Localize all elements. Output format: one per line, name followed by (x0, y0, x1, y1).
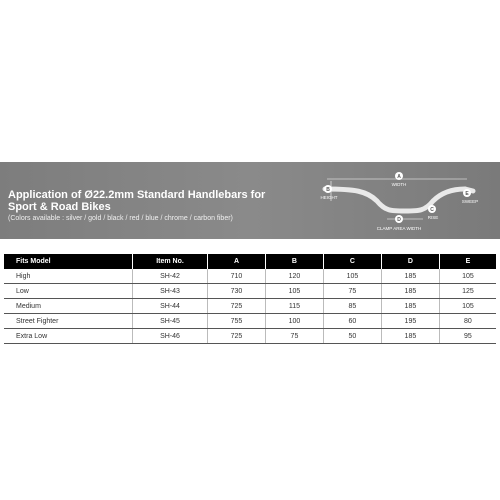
handlebar-diagram (315, 167, 495, 237)
marker-a-letter: A (397, 174, 401, 180)
table-row (4, 299, 496, 314)
clamp-label: CLAMP AREA WIDTH (376, 226, 422, 231)
cell-fits-model: Extra Low (4, 329, 133, 344)
cell-a: 710 (208, 269, 266, 284)
cell-e: 95 (439, 329, 496, 344)
cell-a: 725 (208, 329, 266, 344)
cell-b: 100 (265, 314, 323, 329)
cell-fits-model: Street Fighter (4, 314, 133, 329)
cell-b: 75 (265, 329, 323, 344)
cell-b: 120 (265, 269, 323, 284)
header-d: D (381, 254, 439, 269)
banner-title-line2: Sport & Road Bikes (8, 201, 111, 213)
table-row (4, 284, 496, 299)
cell-b: 105 (265, 284, 323, 299)
cell-a: 730 (208, 284, 266, 299)
cell-c: 75 (323, 284, 381, 299)
cell-d: 185 (381, 269, 439, 284)
spec-table (4, 254, 496, 344)
table-header-row (4, 254, 496, 269)
header-a: A (208, 254, 266, 269)
banner-title-line1: Application of Ø22.2mm Standard Handlebars for (8, 189, 266, 201)
height-label: HEIGHT (320, 195, 338, 200)
header-e: E (439, 254, 496, 269)
cell-item-no: SH-43 (133, 284, 208, 299)
cell-a: 725 (208, 299, 266, 314)
marker-b-letter: B (326, 187, 330, 193)
cell-d: 185 (381, 284, 439, 299)
cell-d: 185 (381, 329, 439, 344)
banner-title (8, 189, 308, 213)
cell-fits-model: Medium (4, 299, 133, 314)
marker-c-letter: C (430, 207, 434, 213)
header-c: C (323, 254, 381, 269)
cell-a: 755 (208, 314, 266, 329)
handlebar-shape (325, 189, 465, 211)
cell-c: 60 (323, 314, 381, 329)
cell-c: 85 (323, 299, 381, 314)
header-fits-model: Fits Model (4, 254, 133, 269)
cell-d: 195 (381, 314, 439, 329)
cell-item-no: SH-45 (133, 314, 208, 329)
cell-c: 105 (323, 269, 381, 284)
width-label: WIDTH (391, 182, 407, 187)
cell-item-no: SH-46 (133, 329, 208, 344)
cell-e: 125 (439, 284, 496, 299)
rise-label: RISE (427, 215, 439, 220)
cell-fits-model: Low (4, 284, 133, 299)
cell-e: 105 (439, 299, 496, 314)
cell-e: 105 (439, 269, 496, 284)
marker-d-letter: D (397, 217, 401, 223)
header-b: B (265, 254, 323, 269)
cell-c: 50 (323, 329, 381, 344)
cell-item-no: SH-44 (133, 299, 208, 314)
marker-e-letter: E (465, 191, 469, 197)
cell-b: 115 (265, 299, 323, 314)
banner-subtitle: (Colors available : silver / gold / black / red / blue / chrome / carbon fiber) (8, 215, 233, 222)
sweep-label: SWEEP (461, 199, 479, 204)
cell-d: 185 (381, 299, 439, 314)
cell-item-no: SH-42 (133, 269, 208, 284)
table-row (4, 269, 496, 284)
table-row (4, 314, 496, 329)
cell-e: 80 (439, 314, 496, 329)
table-row (4, 329, 496, 344)
cell-fits-model: High (4, 269, 133, 284)
header-item-no: Item No. (133, 254, 208, 269)
